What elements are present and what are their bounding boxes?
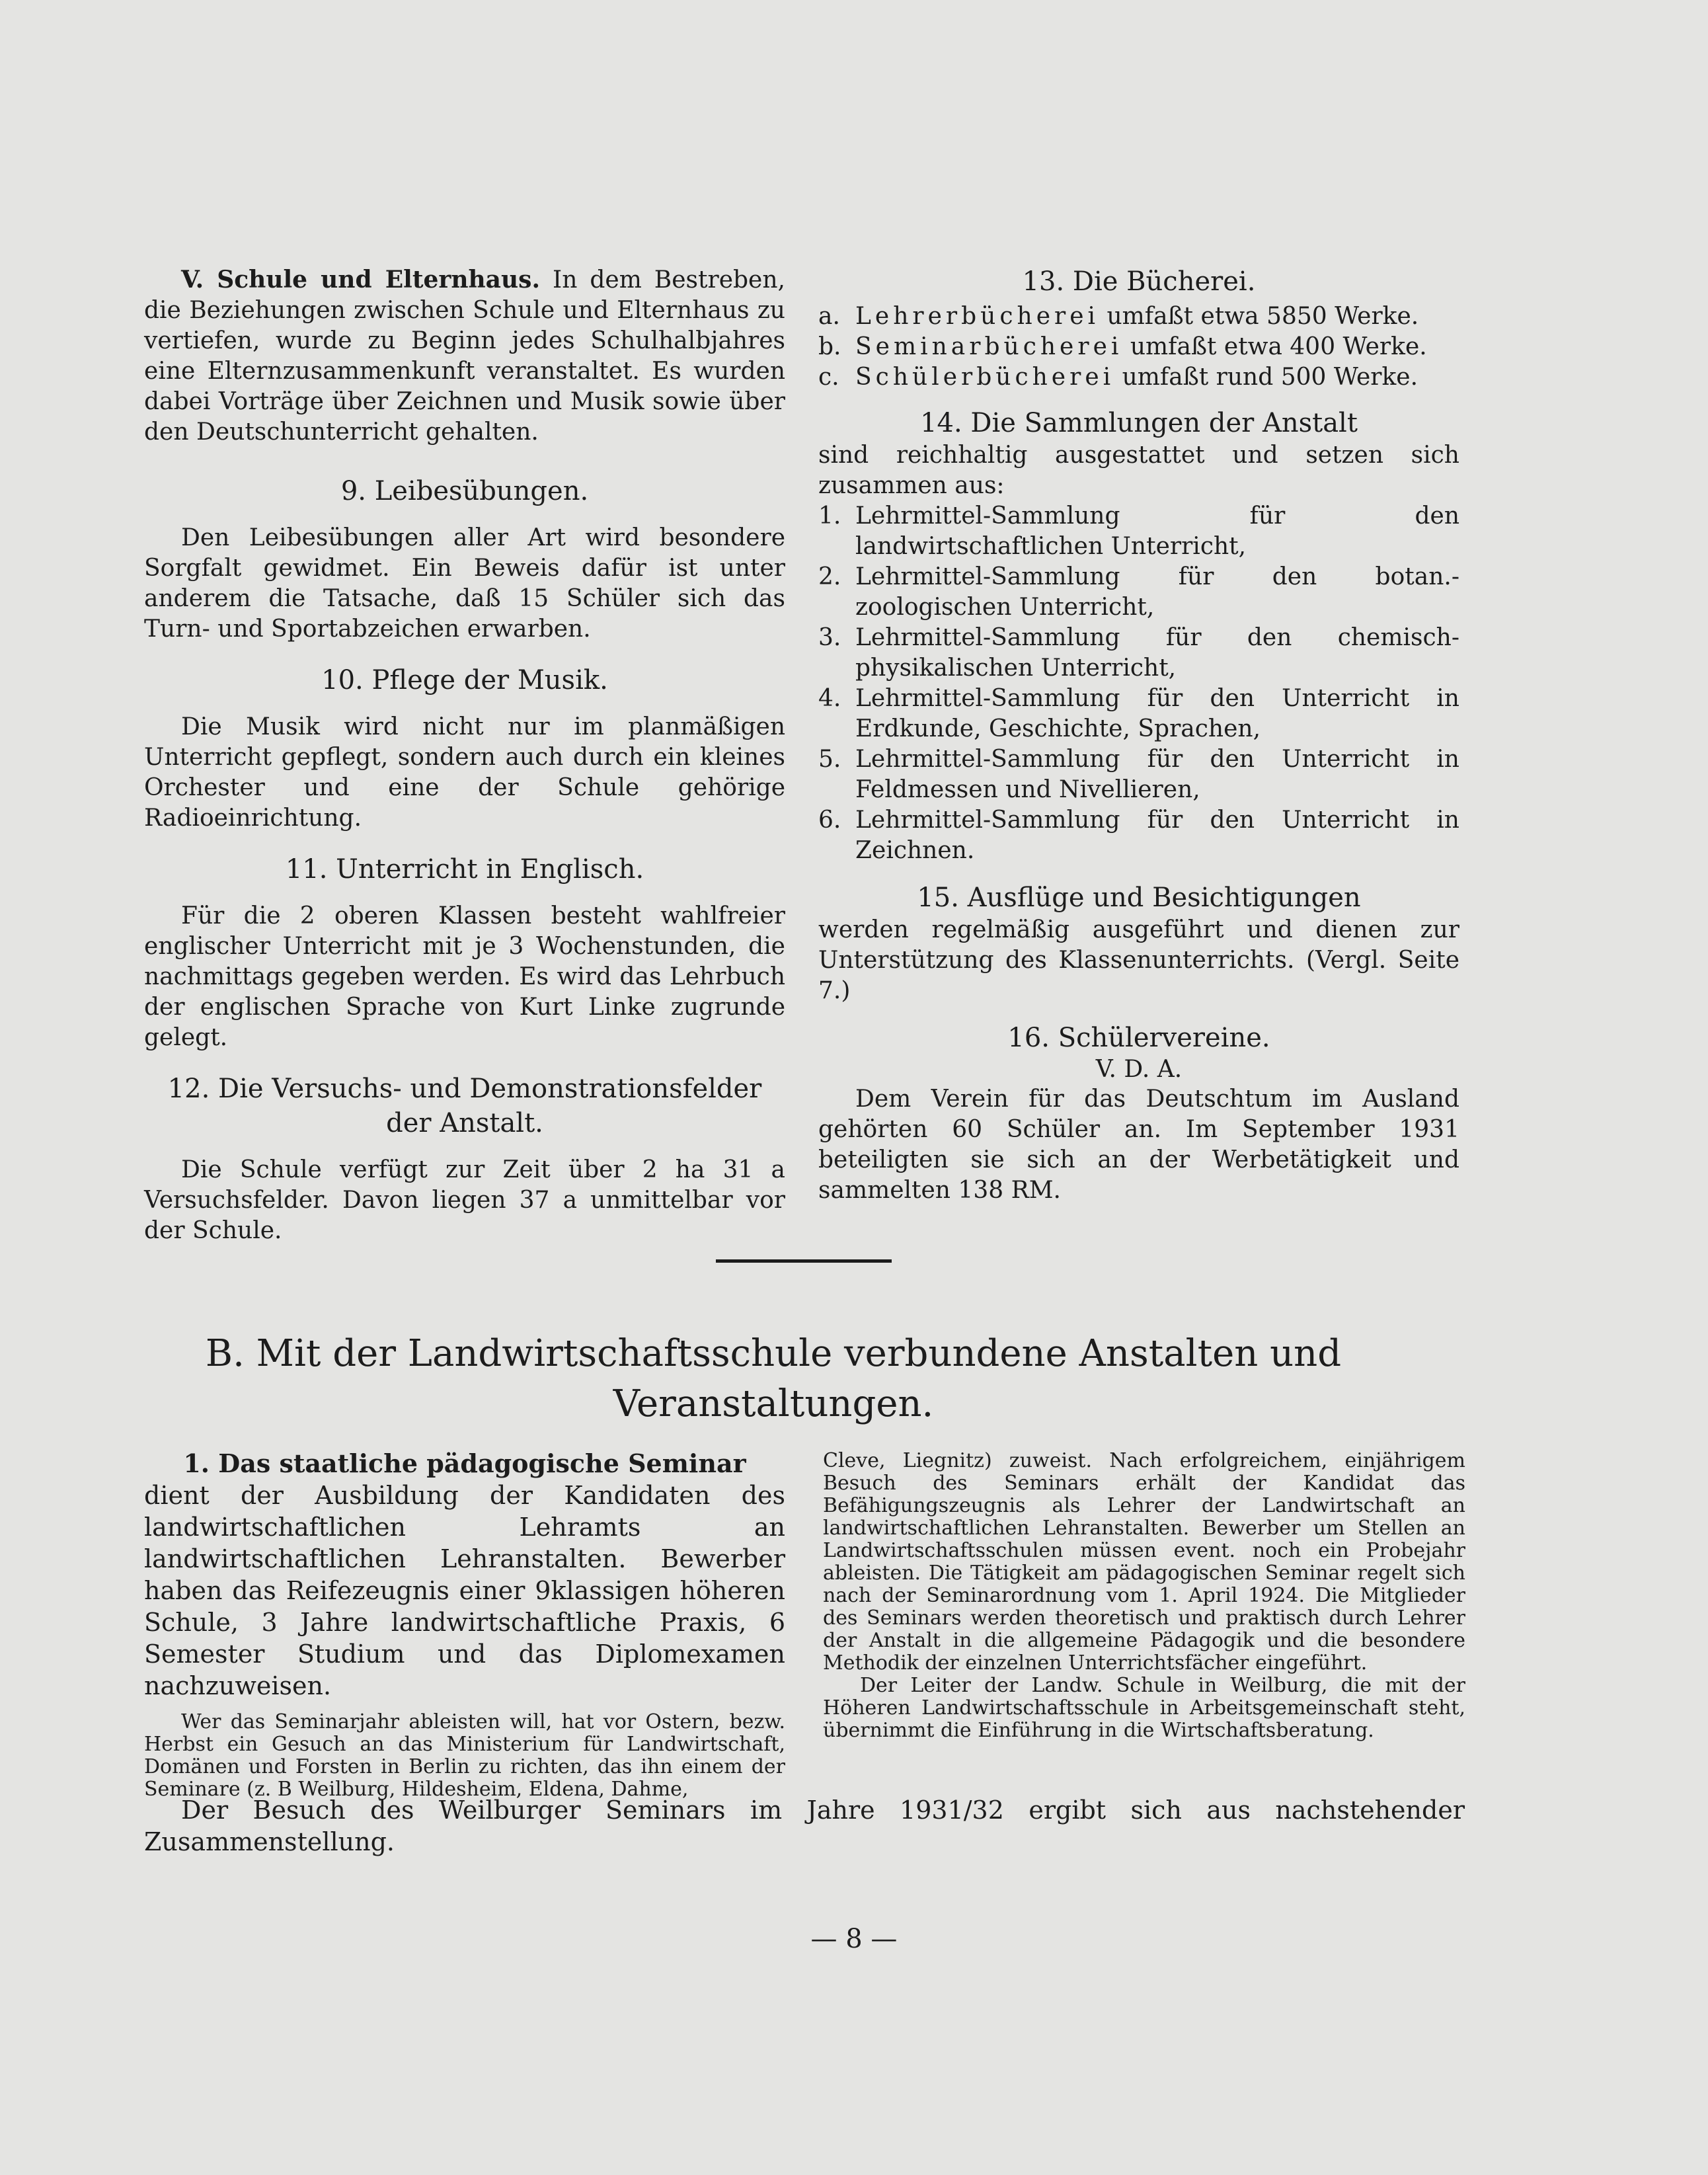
- library-item: [818, 362, 1459, 393]
- collection-item-label: 2.: [818, 563, 841, 590]
- seminar-summary-text: Der Besuch des Weilburger Seminars im Jahre 1931/32 ergibt sich aus nachstehender Zusammenstellung.: [144, 1796, 1465, 1856]
- library-list: [818, 301, 1459, 393]
- right-column: [818, 264, 1459, 1206]
- collection-item: [818, 744, 1459, 805]
- section-13-title: 13. Die Bücherei.: [1022, 266, 1256, 297]
- library-item: [818, 332, 1459, 362]
- collection-item-label: 1.: [818, 502, 841, 530]
- section-12-title-line2: der Anstalt.: [386, 1108, 543, 1138]
- collections-list: [818, 501, 1459, 866]
- section-11-text: Für die 2 oberen Klassen besteht wahlfreier englischer Unterricht mit je 3 Wochenstunden, die nachmittags gegeben werden. Es wird das Lehrbuch der englischen Sprache von Kurt Linke zugrunde gelegt.: [144, 902, 785, 1051]
- section-10-text: Die Musik wird nicht nur im planmäßigen Unterricht gepflegt, sondern auch durch ein kleines Orchester und eine der Schule gehörige Radioeinrichtung.: [144, 713, 785, 832]
- section-16-title: 16. Schülervereine.: [1007, 1023, 1270, 1053]
- collection-item: [818, 684, 1459, 744]
- seminar-leader-text: Der Leiter der Landw. Schule in Weilburg, die mit der Höheren Landwirtschaftsschule in Arbeitsgemeinschaft steht, übernimmt die Einführung in die Wirtschaftsberatung.: [823, 1674, 1465, 1742]
- collection-item-text: Lehrmittel-Sammlung für den botan.-zoologischen Unterricht,: [855, 563, 1459, 621]
- section-b-left-column: [144, 1448, 785, 1801]
- collection-item-text: Lehrmittel-Sammlung für den chemisch-physikalischen Unterricht,: [855, 624, 1459, 682]
- section-14-intro: sind reichhaltig ausgestattet und setzen sich zusammen aus:: [818, 442, 1459, 499]
- collection-item-text: Lehrmittel-Sammlung für den Unterricht in Erdkunde, Geschichte, Sprachen,: [855, 685, 1459, 742]
- section-12-title: [144, 1072, 785, 1140]
- library-item-name: Lehrerbücherei: [855, 303, 1100, 330]
- seminar-text: dient der Ausbildung der Kandidaten des landwirtschaftlichen Lehramts an landwirtschaftlichen Lehranstalten. Bewerber haben das Reifezeugnis einer 9klassigen höheren Schule, 3 Jahre landwirtschaftliche Praxis, 6 Semester Studium und das Diplomexamen nachzuweisen.: [144, 1481, 785, 1700]
- collection-item: [818, 501, 1459, 562]
- section-9-title: 9. Leibesübungen.: [340, 476, 589, 506]
- section-b-title-line1: B. Mit der Landwirtschaftsschule verbundene Anstalten und: [205, 1332, 1342, 1375]
- collection-item-text: Lehrmittel-Sammlung für den Unterricht in Zeichnen.: [855, 807, 1459, 864]
- section-16-text: Dem Verein für das Deutschtum im Ausland gehörten 60 Schüler an. Im September 1931 beteiligten sie sich an der Werbetätigkeit und sammelten 138 RM.: [818, 1086, 1459, 1204]
- collection-item-label: 6.: [818, 807, 841, 834]
- schule-elternhaus-text: In dem Bestreben, die Beziehungen zwischen Schule und Elternhaus zu vertiefen, wurde zu Beginn jedes Schulhalbjahres eine Elternzusammenkunft veranstaltet. Es wurden dabei Vorträge über Zeichnen und Musik sowie über den Deutschunterricht gehalten.: [144, 266, 785, 446]
- library-item-name: Seminarbücherei: [855, 333, 1123, 360]
- seminar-details-text: Cleve, Liegnitz) zuweist. Nach erfolgreichem, einjährigem Besuch des Seminars erhält der Kandidat das Befähigungszeugnis als Lehrer der Landwirtschaft an landwirtschaftlichen Lehranstalten. Bewerber um Stellen an Landwirtschaftsschulen müssen event. noch ein Probejahr ableisten. Die Tätigkeit am pädagogischen Seminar regelt sich nach der Seminarordnung vom 1. April 1924. Die Mitglieder des Seminars werden theoretisch und praktisch durch Lehrer der Anstalt in die allgemeine Pädagogik und die besondere Methodik der einzelnen Unterrichtsfächer eingeführt.: [823, 1449, 1465, 1675]
- section-b-title-line2: Veranstaltungen.: [613, 1382, 934, 1425]
- library-item-label: a.: [818, 303, 840, 330]
- library-item: [818, 301, 1459, 332]
- section-10-title: 10. Pflege der Musik.: [321, 665, 608, 695]
- library-item-text: umfaßt etwa 5850 Werke.: [1099, 303, 1419, 330]
- section-15-text: werden regelmäßig ausgeführt und dienen zur Unterstützung des Klassenunterrichts. (Vergl. Seite 7.): [818, 916, 1459, 1004]
- schule-elternhaus-paragraph: [144, 264, 785, 448]
- collection-item-label: 3.: [818, 624, 841, 651]
- page-number: — 8 —: [810, 1924, 898, 1954]
- library-item-text: umfaßt etwa 400 Werke.: [1122, 333, 1427, 360]
- section-b-right-column: [823, 1450, 1465, 1742]
- collection-item: [818, 805, 1459, 866]
- seminar-application-text: Wer das Seminarjahr ableisten will, hat vor Ostern, bezw. Herbst ein Gesuch an das Ministerium für Landwirtschaft, Domänen und Forsten in Berlin zu richten, das ihn einem der Seminare (z. B Weilburg, Hildesheim, Eldena, Dahme,: [144, 1710, 785, 1801]
- collection-item: [818, 623, 1459, 684]
- section-b-title: [198, 1329, 1348, 1429]
- section-11-title: 11. Unterricht in Englisch.: [285, 854, 644, 885]
- left-column: [144, 264, 785, 1246]
- schule-elternhaus-heading: V. Schule und Elternhaus.: [181, 266, 540, 294]
- section-12-text: Die Schule verfügt zur Zeit über 2 ha 31 a Versuchsfelder. Davon liegen 37 a unmittelbar vor der Schule.: [144, 1156, 785, 1244]
- section-12-title-line1: 12. Die Versuchs- und Demonstrationsfelder: [167, 1074, 762, 1104]
- collection-item-text: Lehrmittel-Sammlung für den landwirtschaftlichen Unterricht,: [855, 502, 1459, 560]
- library-item-label: c.: [818, 364, 839, 391]
- library-item-text: umfaßt rund 500 Werke.: [1114, 364, 1418, 391]
- section-16-subtitle: V. D. A.: [1095, 1056, 1183, 1083]
- section-9-text: Den Leibesübungen aller Art wird besondere Sorgfalt gewidmet. Ein Beweis dafür ist unter anderem die Tatsache, daß 15 Schüler sich das Turn- und Sportabzeichen erwarben.: [144, 524, 785, 643]
- library-item-name: Schülerbücherei: [855, 364, 1115, 391]
- seminar-subtitle: 1. Das staatliche pädagogische Seminar: [183, 1448, 746, 1478]
- collection-item-text: Lehrmittel-Sammlung für den Unterricht in Feldmessen und Nivellieren,: [855, 746, 1459, 803]
- collection-item-label: 5.: [818, 746, 841, 773]
- section-divider-rule: [716, 1259, 892, 1263]
- collection-item-label: 4.: [818, 685, 841, 712]
- library-item-label: b.: [818, 333, 841, 360]
- section-15-title: 15. Ausflüge und Besichtigungen: [917, 883, 1361, 913]
- collection-item: [818, 562, 1459, 623]
- section-14-title: 14. Die Sammlungen der Anstalt: [920, 408, 1358, 438]
